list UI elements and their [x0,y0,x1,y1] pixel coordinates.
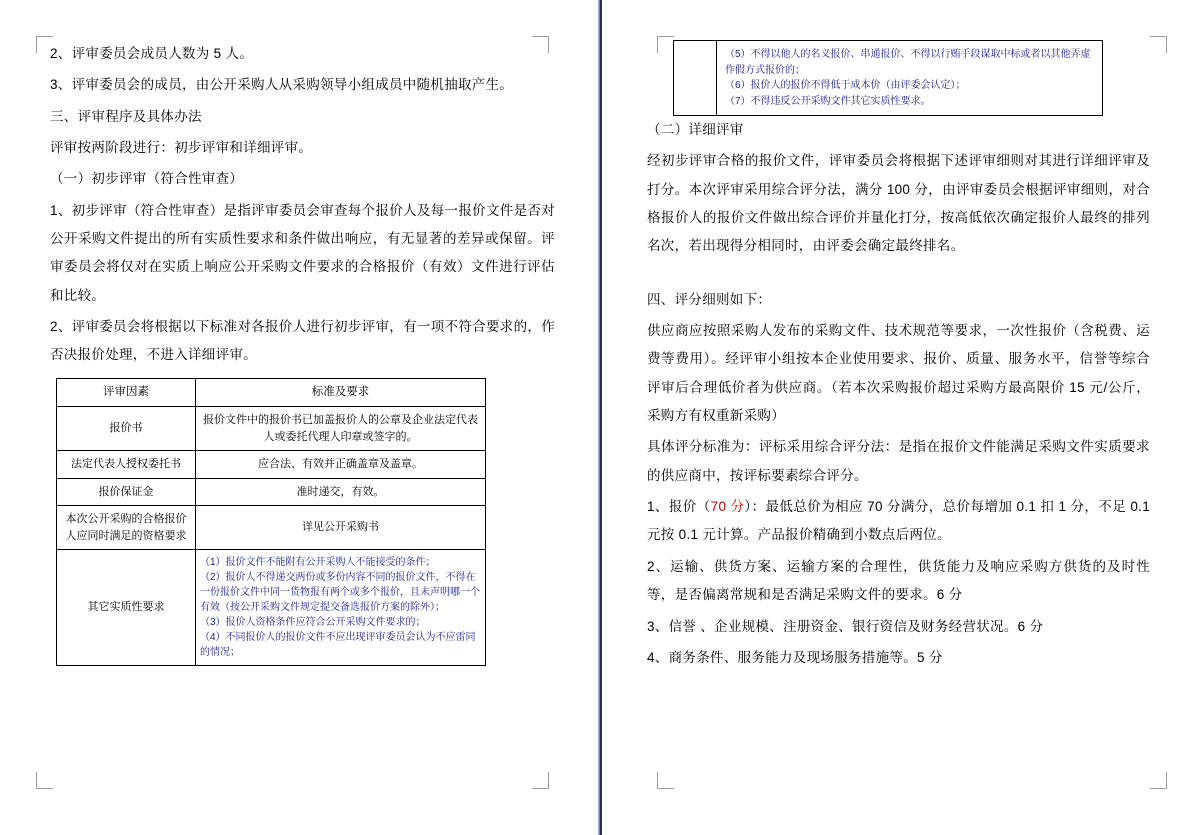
paragraph: 2、评审委员会将根据以下标准对各报价人进行初步评审，有一项不符合要求的，作否决报价处理，不进入详细评审。 [50,319,555,363]
requirement-item: （6）报价人的报价不得低于成本价（由评委会认定）； [725,80,966,91]
scored-item-prefix: 1、报价（ [647,499,711,515]
crop-mark-top-right [1150,36,1167,53]
paragraph: 2、评审委员会成员人数为 5 人。 [50,46,254,61]
cell-spacer [674,41,717,116]
subsection-heading: （二）详细评审 [647,122,744,137]
continued-requirements-box [673,40,1103,116]
section-heading: 三、评审程序及具体办法 [50,108,202,124]
table-row [674,41,1103,116]
crop-mark-top-left [36,36,53,53]
cell-factor: 本次公开采购的合格报价人应同时满足的资格要求 [57,506,196,550]
column-header-standard: 标准及要求 [196,378,486,406]
table-row [57,506,486,550]
table-row [57,451,486,479]
cell-requirement: 应合法、有效并正确盖章及盖章。 [196,451,486,479]
crop-mark-bottom-right [1150,772,1167,789]
cell-requirement: 报价文件中的报价书已加盖报价人的公章及企业法定代表人或委托代理人印章或签字的。 [196,407,486,451]
subsection-heading: （一）初步评审（符合性审查） [50,171,244,187]
scored-item: 2、运输、供货方案、运输方案的合理性，供货能力及响应采购方供货的及时性等，是否偏离常规和是否满足采购文件的要求。6 分 [647,558,1150,603]
scored-item-suffix: ）：最低总价为相应 70 分满分，总价每增加 0.1 扣 1 分，不足 0.1 元按 0.1 元计算。产品报价精确到小数点后两位。 [647,499,1151,543]
cell-factor: 法定代表人授权委托书 [57,451,196,479]
requirement-item: （2）报价人不得递交两份或多份内容不同的报价文件，不得在一份报价文件中同一货物报有两个或多个报价，且未声明哪一个有效（按公开采购文件规定提交备选报价方案的除外）； [200,572,480,614]
scored-item-highlight: 70 分 [710,499,745,515]
cell-requirement: 准时递交，有效。 [196,478,486,506]
scored-item: 3、信誉 、企业规模、注册资金、银行资信及财务经营状况。6 分 [647,618,1044,634]
paragraph: 经初步评审合格的报价文件，评审委员会将根据下述评审细则对其进行详细评审及打分。本次评审采用综合评分法，满分 100 分，由评审委员会根据评审细则，对合格报价人的报价文件做出综合评价并量化打分，按高低依次确定报价人最终的排列名次，若出现得分相同时，由评委会确定最终排名。 [647,153,1150,254]
cell-factor: 报价保证金 [57,478,196,506]
table-row [57,407,486,451]
cell-requirement-list [717,41,1103,116]
column-header-factor: 评审因素 [57,378,196,406]
left-page-body [50,40,555,370]
scored-item: 4、商务条件、服务能力及现场服务措施等。5 分 [647,649,943,665]
paragraph-spacer [647,264,1150,286]
requirement-item: （4）不同报价人的报价文件不应出现评审委员会认为不应雷同的情况； [200,632,476,659]
crop-mark-top-right [532,36,549,53]
paragraph: 1、初步评审（符合性审查）是指评审委员会审查每个报价人及每一报价文件是否对公开采购文件提出的所有实质性要求和条件做出响应，有无显著的差异或保留。评审委员会将仅对在实质上响应公开采购文件要求的合格报价（有效）文件进行评估和比较。 [50,202,555,303]
table-row [57,550,486,666]
requirement-item: （3）报价人资格条件应符合公开采购文件要求的； [200,617,426,629]
cell-factor: 其它实质性要求 [57,550,196,666]
cell-factor: 报价书 [57,407,196,451]
right-page-body [647,116,1150,672]
table-row [57,478,486,506]
paragraph: 评审按两阶段进行：初步评审和详细评审。 [50,140,313,156]
cell-requirement-list [196,550,486,666]
table-header-row [57,378,486,406]
cell-requirement: 详见公开采购书 [196,506,486,550]
requirement-item: （7）不得违反公开采购文件其它实质性要求。 [725,95,931,107]
paragraph: 3、评审委员会的成员，由公开采购人从采购领导小组成员中随机抽取产生。 [50,77,514,93]
requirement-item: （1）报价文件不能附有公开采购人不能接受的条件； [200,557,436,569]
crop-mark-bottom-left [657,772,674,789]
scored-item-price [647,493,1150,550]
section-heading: 四、评分细则如下： [647,291,772,307]
crop-mark-top-left [657,36,674,53]
evaluation-criteria-table [56,378,486,666]
paragraph: 供应商应按照采购人发布的采购文件、技术规范等要求，一次性报价（含税费、运费等费用）。经评审小组按本企业使用要求、报价、质量、服务水平，信誉等综合评审后合理低价者为供应商。（若本次采购报价超过采购方最高限价 15 元/公斤，采购方有权重新采购） [647,323,1150,424]
crop-mark-bottom-left [36,772,53,789]
crop-mark-bottom-right [532,772,549,789]
page-right [600,0,1200,835]
requirement-item: （5）不得以他人的名义报价、串通报价、不得以行贿手段谋取中标或者以其他弄虚作假方式报价的； [725,49,1091,76]
paragraph: 具体评分标准为：评标采用综合评分法：是指在报价文件能满足采购文件实质要求的供应商中，按评标要素综合评分。 [647,439,1150,483]
